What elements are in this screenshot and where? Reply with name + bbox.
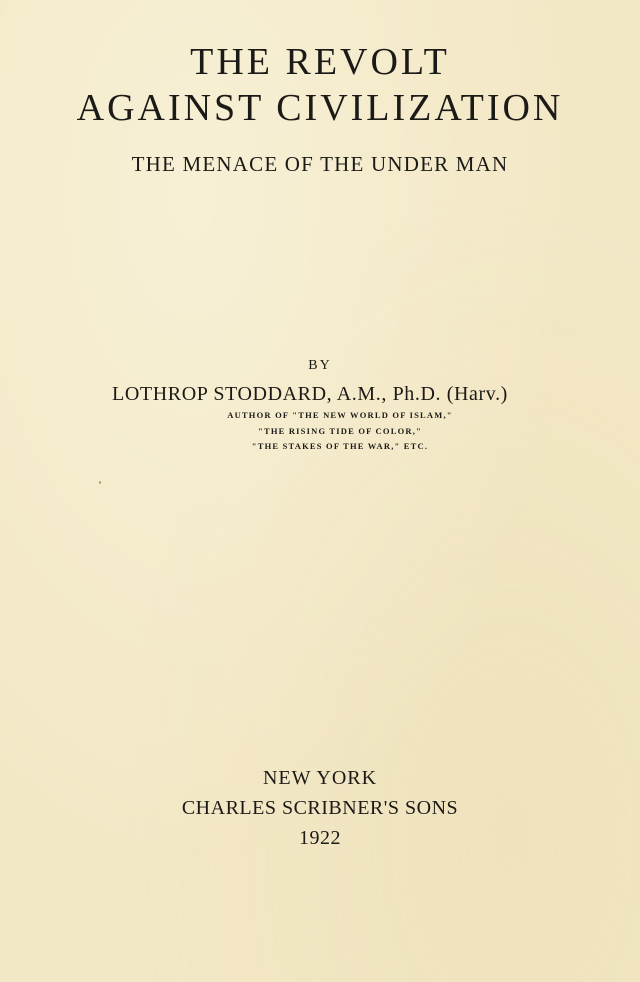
by-label: BY bbox=[308, 358, 332, 373]
publisher-name: CHARLES SCRIBNER'S SONS bbox=[181, 797, 459, 819]
book-subtitle: THE MENACE OF THE UNDER MAN bbox=[131, 152, 509, 176]
paper-speck bbox=[99, 481, 101, 484]
author-name: LOTHROP STODDARD, A.M., Ph.D. (Harv.) bbox=[112, 383, 508, 405]
publication-year: 1922 bbox=[299, 827, 341, 849]
author-credit-line: "THE RISING TIDE OF COLOR," bbox=[258, 426, 422, 436]
book-title-line-2: AGAINST CIVILIZATION bbox=[76, 87, 564, 129]
book-title-line-1: THE REVOLT bbox=[190, 41, 450, 83]
author-credit-line: AUTHOR OF "THE NEW WORLD OF ISLAM," bbox=[227, 410, 453, 420]
author-credit-line: "THE STAKES OF THE WAR," ETC. bbox=[251, 441, 429, 451]
publisher-city: NEW YORK bbox=[262, 767, 378, 789]
